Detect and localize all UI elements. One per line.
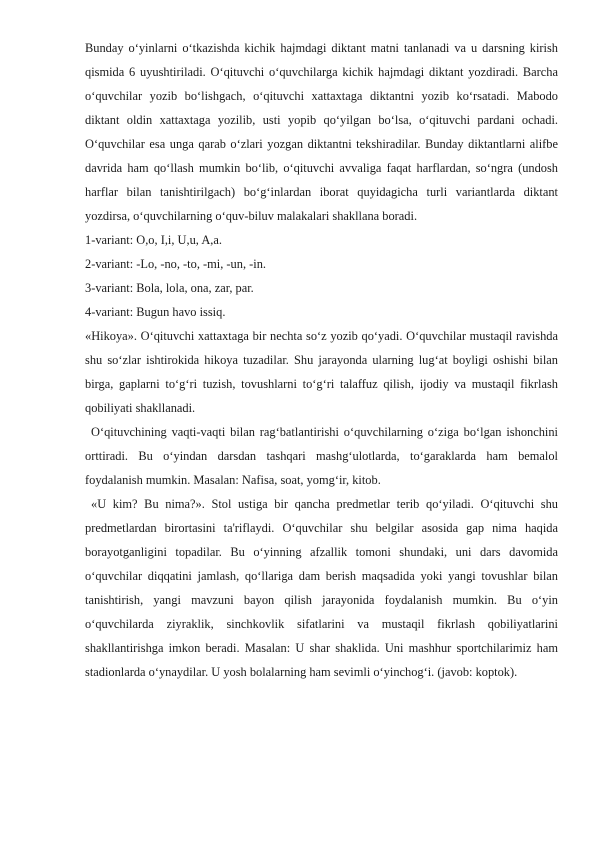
- document-page: [85, 36, 558, 684]
- variant-4: 4-variant: Bugun havo issiq.: [85, 305, 226, 319]
- variant-2: 2-variant: -Lo, -no, -to, -mi, -un, -in.: [85, 257, 266, 271]
- variant-1: 1-variant: O,o, I,i, U,u, A,a.: [85, 233, 222, 247]
- paragraph-hikoya: «Hikoya». O‘qituvchi xattaxtaga bir nechta so‘z yozib qo‘yadi. O‘quvchilar mustaqil ravishda shu so‘zlar ishtirokida hikoya tuzadilar. Shu jarayonda ularning lug‘at boyligi oshishi bilan birga, gaplarni to‘g‘ri tuzish, tovushlarni to‘g‘ri talaffuz qilish, ijodiy va mustaqil fikrlash qobiliyati shakllanadi.: [85, 329, 558, 415]
- paragraph-intro: Bunday o‘yinlarni o‘tkazishda kichik hajmdagi diktant matni tanlanadi va u darsning kirish qismida 6 uyushtiriladi. O‘qituvchi o‘quvchilarga kichik hajmdagi diktant yozdiradi. Barcha o‘quvchilar yozib bo‘lishgach, o‘qituvchi xattaxtaga diktantni yozib ko‘rsatadi. Mabodo diktant oldin xattaxtaga yozilib, usti yopib qo‘yilgan bo‘lsa, o‘qituvchi pardani ochadi. O‘quvchilar esa unga qarab o‘zlari yozgan diktantni tekshiradilar. Bunday diktantlarni alifbe davrida ham qo‘llash mumkin bo‘lib, o‘qituvchi avvaliga faqat harflardan, so‘ngra (undosh harflar bilan tanishtirilgach) bo‘g‘inlardan iborat quyidagicha turli variantlarda diktant yozdirsa, o‘quvchilarning o‘quv-biluv malakalari shakllana boradi.: [85, 41, 558, 223]
- paragraph-encouragement: O‘qituvchining vaqti-vaqti bilan rag‘batlantirishi o‘quvchilarning o‘ziga bo‘lgan ishonchini orttiradi. Bu o‘yindan darsdan tashqari mashg‘ulotlarda, to‘garaklarda ham bemalol foydalanish mumkin. Masalan: Nafisa, soat, yomg‘ir, kitob.: [85, 425, 558, 487]
- variant-3: 3-variant: Bola, lola, ona, zar, par.: [85, 281, 254, 295]
- paragraph-u-kim: «U kim? Bu nima?». Stol ustiga bir qancha predmetlar terib qo‘yiladi. O‘qituvchi shu predmetlardan birortasini ta'riflaydi. O‘quvchilar shu belgilar asosida gap nima haqida borayotganligini topadilar. Bu o‘yinning afzallik tomoni shundaki, uni dars davomida o‘quvchilar diqqatini jamlash, qo‘llariga dam berish maqsadida yoki yangi tovushlar bilan tanishtirish, yangi mavzuni bayon qilish jarayonida foydalanish mumkin. Bu o‘yin o‘quvchilarda ziyraklik, sinchkovlik sifatlarini va mustaqil fikrlash qobiliyatlarini shakllantirishga imkon beradi. Masalan: U shar shaklida. Uni mashhur sportchilarimiz ham stadionlarda o‘ynaydilar. U yosh bolalarning ham sevimli o‘yinchog‘i. (javob: koptok).: [85, 497, 558, 679]
